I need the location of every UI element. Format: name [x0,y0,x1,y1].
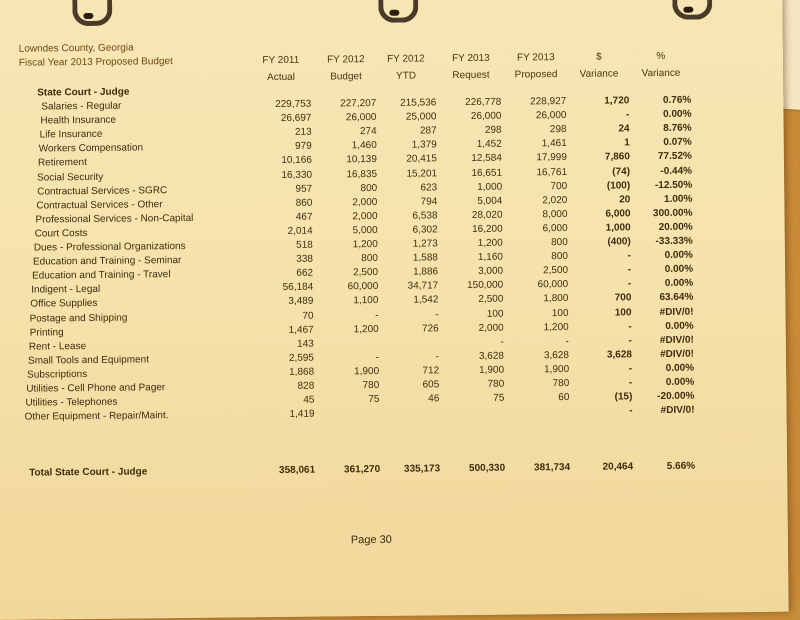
column-header-line1: FY 2013 [516,52,555,64]
cell-value: 0.00% [665,320,694,332]
cell-value: - [628,377,633,389]
cell-value: -0.44% [660,165,693,177]
column-header-line2: Budget [330,71,362,83]
line-item-label: Dues - Professional Organizations [33,240,186,254]
cell-value: 17,999 [536,152,567,164]
cell-value: 1,200 [477,237,503,249]
line-item-label: Postage and Shipping [29,312,128,325]
cell-value: 1,200 [543,321,569,333]
cell-value: 6,000 [605,208,631,220]
cell-value: 100 [614,306,632,318]
binder-ring-icon [72,0,112,26]
cell-value: 215,536 [400,97,437,109]
cell-value: 70 [302,310,314,322]
cell-value: (400) [607,236,631,248]
cell-value: 6,538 [412,210,438,222]
line-item-label: Social Security [37,171,104,184]
cell-value: - [565,335,569,347]
line-item-label: Other Equipment - Repair/Maint. [24,410,169,423]
cell-value: 0.00% [664,277,694,290]
cell-value: 24 [618,123,630,135]
cell-value: 662 [296,267,314,279]
cell-value [320,408,380,409]
cell-value: 229,753 [275,98,312,111]
cell-value [379,337,439,338]
column-header-line2: Request [452,69,490,82]
binder-ring-icon [378,0,418,23]
cell-value: 2,000 [352,196,378,208]
cell-value: 1,886 [412,266,439,278]
column-header [569,48,629,83]
cell-value: 700 [550,180,568,192]
cell-value: 518 [296,239,313,251]
cell-value: 1,379 [411,139,437,151]
cell-value: 0.00% [664,249,693,262]
cell-value: 794 [420,196,438,208]
cell-value: 1,900 [354,365,380,378]
cell-value: (15) [614,391,633,403]
cell-value: 5.66% [666,460,696,472]
cell-value: 3,628 [478,350,505,362]
cell-value: 1,900 [479,364,505,376]
cell-value: 63.64% [659,292,694,304]
cell-value: 300.00% [652,207,693,219]
cell-value: - [375,351,380,363]
line-item-label: Salaries - Regular [41,100,122,113]
cell-value [380,408,440,409]
column-header-line1: % [656,50,666,63]
line-item-label: Professional Services - Non-Capital [35,212,194,226]
cell-value: 605 [422,379,440,391]
cell-value: 298 [549,124,567,136]
cell-value: - [629,405,633,417]
cell-value: 60,000 [347,281,379,293]
cell-value: 1,200 [352,238,378,251]
line-item-label: Utilities - Cell Phone and Pager [26,382,166,395]
cell-value: 20,415 [406,153,437,166]
cell-value: 3,628 [543,349,570,362]
cell-value: 1,460 [351,140,377,152]
column-header-line1: $ [596,51,602,63]
line-item-label: Rent - Lease [28,340,87,353]
cell-value [445,407,505,408]
cell-value: 800 [551,251,568,263]
cell-value: - [435,351,440,363]
cell-value: 10,139 [346,154,377,166]
cell-value: 1,200 [353,323,379,335]
cell-value: 0.00% [665,362,695,374]
cell-value: - [626,109,630,121]
column-header [316,51,376,86]
section-title: State Court - Judge [37,86,130,99]
cell-value: - [627,264,632,276]
cell-value: 6,302 [412,224,438,236]
cell-value: 1,000 [605,222,631,234]
cell-value: 1.00% [663,193,693,205]
total-label: Total State Court - Judge [29,466,148,479]
line-item-label: Education and Training - Travel [32,269,171,282]
cell-value: - [628,334,632,347]
cell-value: 5,004 [477,195,503,207]
cell-value: 5,000 [352,224,378,237]
column-header [441,50,501,85]
cell-value: 1,800 [543,293,569,305]
cell-value: 45 [303,394,315,406]
cell-value: 1 [624,137,630,149]
cell-value: - [435,308,439,320]
cell-value: #DIV/0! [660,404,695,417]
cell-value: 1,461 [541,138,567,150]
line-item-label: Small Tools and Equipment [27,354,150,367]
cell-value: 800 [360,182,378,194]
column-header-line1: FY 2013 [451,52,490,65]
cell-value: 1,588 [412,252,438,264]
cell-value: - [375,309,379,321]
cell-value: 20.00% [658,221,693,233]
column-header-line1: FY 2012 [386,53,425,65]
cell-value: - [628,363,633,375]
cell-value: 1,000 [477,181,503,193]
cell-value [509,406,569,407]
cell-value: 1,467 [288,324,314,336]
page-number: Page 30 [350,533,392,547]
cell-value: 361,270 [343,463,381,476]
cell-value: 60 [558,392,570,404]
cell-value: 75 [368,394,380,406]
column-header-line2: Variance [641,67,681,80]
cell-value: 28,020 [471,209,503,221]
cell-value: 860 [295,197,313,209]
cell-value: (74) [612,165,631,177]
column-header [506,49,566,84]
cell-value: -33.33% [655,235,693,248]
line-item-label: Retirement [37,157,87,169]
cell-value: 2,014 [287,225,313,237]
cell-value: 26,000 [535,110,567,122]
line-item-label: Court Costs [34,227,88,240]
cell-value: 26,000 [345,112,377,124]
column-header-line2: Actual [267,71,295,84]
cell-value: 20 [619,193,631,206]
cell-value: 712 [422,365,440,377]
cell-value: 2,595 [288,352,315,364]
column-header-line1: FY 2012 [326,54,365,66]
cell-value: 800 [361,253,378,265]
cell-value: 957 [295,183,313,195]
cell-value: 800 [551,236,568,249]
cell-value: 0.76% [662,94,692,106]
cell-value: 16,651 [471,167,503,179]
cell-value: 700 [614,292,632,304]
cell-value: - [627,278,632,290]
cell-value: 213 [294,126,312,139]
cell-value: 623 [420,181,438,194]
cell-value: 2,000 [478,322,504,334]
cell-value: 1,100 [353,295,379,307]
cell-value: 16,835 [346,168,378,180]
cell-value: 298 [484,124,502,137]
cell-value: 358,061 [278,464,316,477]
cell-value: 287 [419,125,437,137]
cell-value: - [627,250,631,262]
cell-value: 0.00% [665,376,695,388]
line-item-label: Workers Compensation [38,142,144,155]
column-header [251,52,311,87]
cell-value: 26,697 [280,112,312,125]
cell-value: 16,200 [471,223,503,235]
binder-ring-icon [672,0,712,20]
cell-value: 726 [421,322,439,335]
cell-value: 381,734 [533,461,571,474]
cell-value: 979 [295,140,312,153]
cell-value: 2,020 [542,194,568,206]
column-header-line2: Variance [579,68,619,80]
cell-value: 20,464 [602,461,634,473]
cell-value: #DIV/0! [659,334,694,346]
cell-value: 1,452 [476,138,502,151]
cell-value: 335,173 [403,463,441,475]
cell-value: 25,000 [405,111,437,123]
cell-value: 2,500 [542,265,569,277]
total-row [0,460,795,482]
cell-value: 228,927 [530,95,567,108]
cell-value: 3,489 [288,296,314,308]
county-title: Lowndes County, Georgia [18,42,134,55]
cell-value: 75 [493,392,505,404]
cell-value: 227,207 [340,97,377,110]
cell-value: 10,166 [281,155,312,167]
cell-value: 780 [552,377,570,390]
cell-value: 467 [295,211,313,223]
line-item-label: Contractual Services - Other [36,198,163,212]
cell-value: 1,419 [289,408,315,421]
cell-value: 3,628 [606,349,633,361]
cell-value: 8,000 [542,208,568,221]
cell-value: 56,184 [282,281,314,294]
cell-value: 226,778 [465,96,502,109]
cell-value: 12,584 [471,153,502,165]
cell-value: 60,000 [537,279,569,291]
cell-value: 1,868 [289,366,315,378]
cell-value: 100 [551,307,569,319]
line-item-label: Life Insurance [39,129,103,141]
budget-subtitle: Fiscal Year 2013 Proposed Budget [18,56,173,69]
cell-value: #DIV/0! [659,348,695,360]
cell-value: 6,000 [542,222,568,235]
cell-value: 0.07% [663,136,692,149]
cell-value: #DIV/0! [659,306,694,318]
cell-value: 150,000 [467,279,504,292]
cell-value: 1,160 [477,251,503,263]
cell-value: 2,000 [352,210,378,223]
cell-value: -12.50% [654,179,693,191]
cell-value: 8.76% [663,122,692,135]
cell-value: - [500,336,504,348]
cell-value: (100) [606,179,631,192]
cell-value: 2,500 [352,267,379,279]
cell-value: 1,542 [413,294,439,306]
cell-value: 338 [296,253,313,265]
cell-value: 16,761 [536,166,568,178]
column-header [631,48,691,83]
cell-value: 100 [486,308,504,320]
cell-value [319,338,379,339]
line-item-label: Indigent - Legal [31,284,101,296]
cell-value: -20.00% [657,390,695,403]
cell-value: 1,900 [544,363,570,376]
line-item-label: Printing [29,326,64,339]
line-item-label: Education and Training - Seminar [32,255,182,268]
line-item-label: Office Supplies [30,298,98,310]
cell-value: 0.00% [664,263,694,276]
line-item-label: Health Insurance [40,114,117,127]
cell-value: 26,000 [470,110,502,123]
cell-value: 34,717 [407,280,439,292]
column-header-line2: Proposed [514,69,558,81]
cell-value: 3,000 [477,265,504,278]
column-header-line1: FY 2011 [262,54,300,67]
line-item-label: Subscriptions [27,368,88,381]
cell-value: 143 [297,338,314,350]
cell-value: 780 [487,378,505,390]
cell-value: 780 [362,379,380,392]
cell-value: 828 [297,380,315,392]
column-header [376,50,436,85]
cell-value: 0.00% [663,108,692,121]
column-header-line2: YTD [395,70,417,82]
line-item-label: Contractual Services - SGRC [37,184,168,198]
cell-value: 16,330 [281,169,313,181]
cell-value: 7,860 [604,151,630,163]
cell-value: 274 [359,126,377,138]
cell-value: 1,720 [604,95,630,107]
line-item-label: Utilities - Telephones [25,396,118,409]
cell-value: 15,201 [406,167,438,180]
cell-value: 2,500 [478,294,504,306]
cell-value: 500,330 [468,462,506,475]
cell-value: 77.52% [657,151,692,163]
cell-value: 46 [428,393,440,405]
cell-value: 1,273 [412,238,438,250]
cell-value: - [628,320,632,332]
